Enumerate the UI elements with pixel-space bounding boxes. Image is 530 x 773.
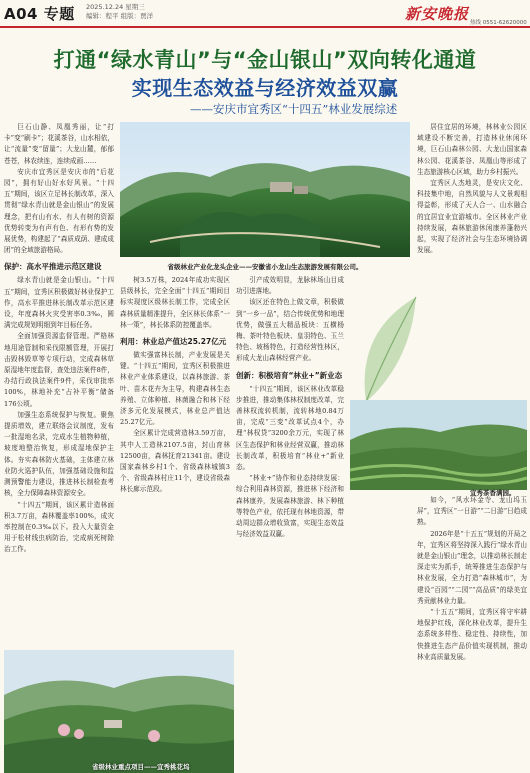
page-section-label: A04 专题 (4, 5, 75, 23)
valley-landscape-image (4, 650, 234, 773)
main-photo-caption: 省级林业产业化龙头企业——安徽省小龙山生态旅游发展有限公司。 (167, 263, 363, 271)
tea-garden-caption: 宜秀茶香满园。 (470, 489, 516, 497)
article-paragraph: 全面加强资源监督管理。严格林地用途管制和采伐限额管理，开展打击毁林毁草等专项行动，完成森林草原湿地年度监督，查处违法案件8件，办结行政执法案件9件，采伐审批率100%，林地补充“占补平衡”储备176公顷。 (4, 332, 114, 408)
article-paragraph: 2026年是“十五五”规划的开局之年，宜秀区将坚持深入践行“绿水青山就是金山银山”理念，以推动林长制走深走实为抓手，统筹推进生态保护与林业发展，全力打造“森林城市”，为建设“百园”“二园”“高品质”的绿美宜秀贡献林业力量。 (417, 529, 527, 605)
article-paragraph: “林业+”协作和业态持续发展：综合利用森林资源，推进林下经济和森林康养，发展森林旅游、林下种植等特色产业，依托现有林地资源，带动周边群众增收致富，实现生态效益与经济效益双赢。 (236, 474, 344, 539)
article-paragraph: 宜秀区人杰地灵，是安庆文化、科技集中地，自然风貌与人文景观相得益彰，形成了天人合一、山水融合的宜居宜业宜游城市。全区林业产业持续发展，森林旅游休闲康养蓬勃兴起，实现了经济社会与生态环境协调发展。 (417, 179, 527, 255)
article-paragraph: 全区累计完成营造林3.59万亩，其中人工造林2107.5亩，封山育林12500亩，森林抚育21341亩。建设国家森林乡村1个、省级森林城镇3个、省级森林村庄11个，建设省级森林长廊示范段。 (120, 429, 230, 494)
headline-line-1: 打通“绿水青山”与“金山银山”双向转化通道 (53, 48, 477, 72)
article-paragraph: 加强生态系统保护与恢复。聚焦提质增效，建立联络会议制度，发布一批湿地名录，完成水生植物种植，坡度地整治恢复，形成湿地保护主体。夯实森林防火基础，主体建立林业防火巡护队伍，加强基础设施和监测预警能力建设，推进林长制检查考核，全力保障森林资源安全。 (4, 410, 114, 498)
article-paragraph: 如今，“风水环金寺、龙山坞玉屏”，宜秀区“一日游”“二日游”日趋成熟。 (417, 496, 527, 527)
section-heading-protection: 保护：高水平推进示范区建设 (4, 262, 102, 272)
article-intro: 巨石山静、凤凰秀丽，让“打卡”变“刷卡”；花溪茶谷，山水相依，让“流量”变“留量”；大龙山麓，郁郁苍苍，林农续连，连续成画…… (4, 123, 114, 165)
issue-meta (86, 3, 153, 21)
issue-editor: 编辑：程平 组版：贾洋 (86, 12, 154, 20)
issue-date: 2025.12.24 星期三 (86, 3, 145, 11)
article-column-left (4, 122, 114, 644)
section-heading-utilization: 利用：林业总产值达25.27亿元 (120, 337, 227, 347)
headline-line-2: 实现生态效益与经济效益双赢 (131, 76, 399, 100)
article-paragraph: 绿水青山就是金山银山。“十四五”期间，宜秀区积极做好林业保护工作，高水平推进林长制改革示范区建设，年度森林火灾受害率0.3‰，圆满完成规划明细到年目标任务。 (4, 276, 114, 330)
decorative-leaf-icon (356, 292, 426, 412)
article-paragraph: 树3.5万株，2024年成功实现区县级林长，完全全面“十四五”期间目标实现度区级林长制工作，完成全区森林质量精准提升，全区林长体系“一林一策”，林长体系防控覆盖率。 (120, 276, 230, 329)
tea-garden-image (350, 400, 527, 490)
article-column-right-top (417, 122, 527, 422)
section-heading-innovation: 创新：积极培育“林业+”新业态 (236, 370, 343, 380)
article-column-right-bottom (417, 495, 527, 770)
newspaper-hotline: 热线 0551-62620000 (470, 20, 527, 26)
article-paragraph: 做实强富林长制，产业发展是关键。“十四五”期间，宜秀区积极推进林业产业体系建设，以森林旅游、茶叶、苗木花卉为主导，构建森林生态养殖、立体种植、林菌融合和林下经济多元化发展模式，林业总产值达25.27亿元。 (120, 351, 230, 427)
article-paragraph: 该区还在特色上做文章，积极做到“一乡一品”，结合传统优势和地理优势，做强五大精品板块：五横杨梅、茶叶特色板块、皇羽特色、玉兰特色、坡杨特色，打造经营性林区，形成大龙山森林经营产业。 (236, 298, 344, 363)
peach-blossom-photo (4, 650, 234, 773)
article-paragraph: “十五五”期间，宜秀区将守牢耕地保护红线，深化林业改革，提升生态系统多样性、稳定性、持续性，加快推进生态产品价值实现机制，推动林业高质量发展。 (417, 608, 527, 661)
article-paragraph: “十四五”期间，该区累计造林面积3.7万亩，森林覆盖率100%，成灾率控制在0.3‰以下。投入大量资金用于松材线虫病防治，完成病死树除治工作。 (4, 500, 114, 554)
article-paragraph: 安庆市宜秀区是安庆市的“后花园”，拥有好山好水好风景。“十四五”期间，该区立足林长制改革，深入贯彻“绿水青山就是金山银山”的发展理念，把有山有水、有人有树的资源优势转变为有声有色、有形有势的发展优势，构建起了“森质成荫、建成成团”的全域旅游格局。 (4, 167, 114, 255)
article-paragraph: “十四五”期间，该区林业改革稳步推进，推动集体林权制度改革，完善林权流转机制，流转林地0.84万亩，完成“三变”改革试点4个，办理“林权贷”3200余万元，实现了林区生态保护和林业经营双赢，推动林长制改革，积极培育“林业+”新业态。 (236, 384, 344, 472)
article-paragraph: 引产成效明显，龙脉林场山目成功引进落地。 (236, 276, 344, 296)
peach-blossom-caption: 省级林业重点项目——宜秀桃花坞 (92, 763, 190, 771)
forest-landscape-image (120, 122, 410, 257)
article-column-middle-2 (236, 275, 344, 770)
article-paragraph: 居住宜居的环境，林林业公园区域建设不断完善，打造林业休闲环境，巨石山森林公园、大龙山国家森林公园、花溪茶谷、凤凰山等形成了生态旅游核心区域，助力乡村振兴。 (417, 123, 527, 176)
headline-subtitle: ——安庆市宜秀区“十四五”林业发展综述 (190, 102, 398, 116)
newspaper-logo: 新安晚报 (405, 5, 470, 23)
main-landscape-photo (120, 122, 410, 257)
tea-garden-photo (350, 400, 527, 490)
